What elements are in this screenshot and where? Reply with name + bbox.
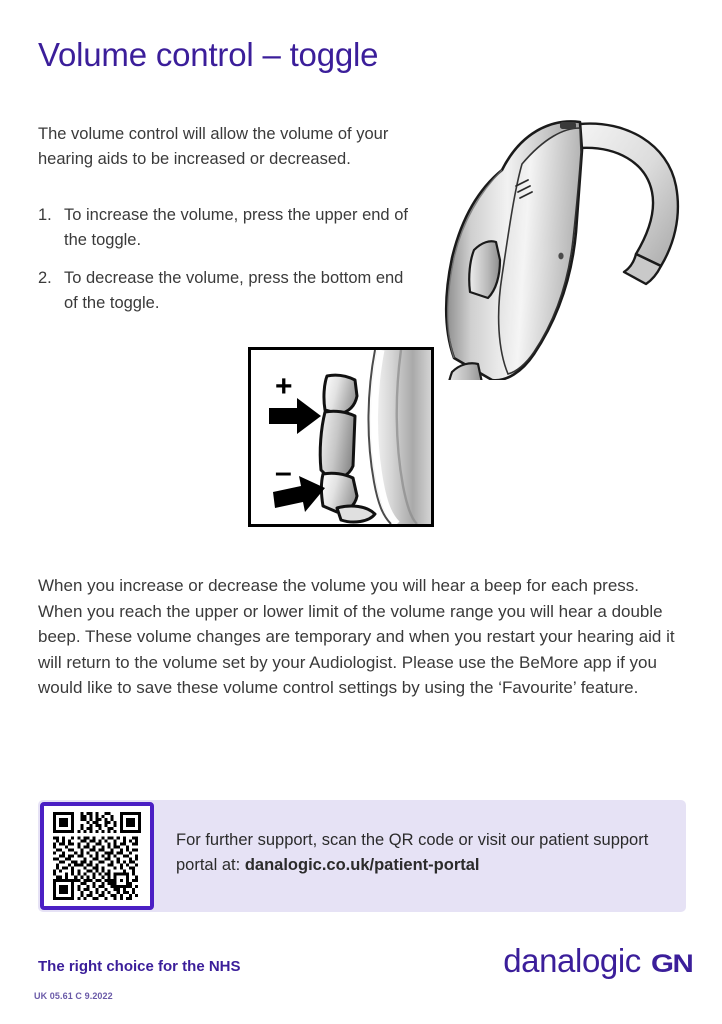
toggle-upper-segment[interactable] — [324, 375, 357, 414]
list-item-marker: 1. — [38, 206, 52, 224]
list-item-marker: 2. — [38, 269, 52, 287]
list-item-label: To increase the volume, press the upper end of the toggle. — [64, 206, 408, 249]
plus-label: + — [275, 370, 293, 403]
list-item — [38, 266, 420, 315]
page-title: Volume control – toggle — [38, 36, 379, 73]
patient-portal-link[interactable]: danalogic.co.uk/patient-portal — [244, 856, 480, 874]
toggle-button-lower[interactable] — [445, 363, 484, 380]
logo-wordmark: danalogic — [503, 942, 641, 979]
intro-paragraph: The volume control will allow the volume of your hearing aids to be increased or decreased. — [38, 125, 389, 168]
danalogic-logo — [503, 942, 693, 979]
ear-hook — [580, 124, 678, 266]
support-callout — [38, 800, 686, 912]
toggle-middle-segment — [320, 411, 355, 478]
support-callout-text — [176, 828, 671, 878]
hearing-aid-illustration — [430, 100, 698, 380]
qr-code[interactable] — [40, 802, 154, 910]
list-item — [38, 203, 420, 252]
toggle-diagram — [248, 347, 434, 527]
support-callout-lead: For further support, scan the QR code or visit our patient support portal at: — [176, 831, 649, 874]
nhs-strapline: The right choice for the NHS — [38, 958, 241, 975]
toggle-foot — [337, 506, 375, 522]
minus-label: – — [275, 456, 292, 489]
top-port — [560, 122, 576, 129]
list-item-label: To decrease the volume, press the bottom end of the toggle. — [64, 269, 404, 312]
body-paragraph: When you increase or decrease the volume you will hear a beep for each press. When you reach the upper or lower limit of the volume range you will hear a double beep. These volume changes are temporary and when you restart your hearing aid it will return to the volume set by your Audiologist. Please use the BeMore app if you would like to save these volume control settings by using the ‘Favourite’ feature. — [38, 576, 675, 697]
indicator-pinhole — [558, 253, 563, 260]
document-code: UK 05.61 C 9.2022 — [34, 991, 113, 1001]
instruction-list — [38, 203, 420, 315]
gn-logo-mark: GN — [650, 950, 693, 978]
